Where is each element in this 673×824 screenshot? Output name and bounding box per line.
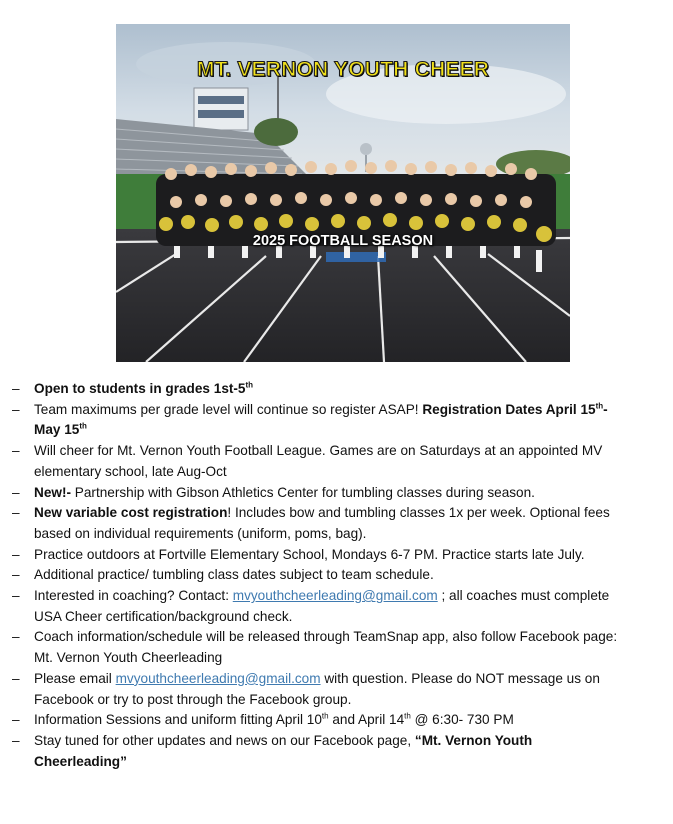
list-dash: – [12, 401, 20, 417]
list-dash: – [12, 670, 20, 686]
info-bullet-list [0, 379, 673, 772]
list-dash: – [12, 588, 20, 604]
list-dash: – [12, 546, 20, 562]
press-box [194, 88, 248, 130]
bullet-additional-practice: – Additional practice/ tumbling class dates subject to team schedule. [0, 565, 673, 586]
bullet-registration-dates: – Team maximums per grade level will continue so register ASAP! Registration Dates April 15th- May 15th [12, 401, 608, 438]
bullet-partnership: – New!- Partnership with Gibson Athletics Center for tumbling classes during season. [0, 483, 673, 504]
list-dash: – [12, 505, 20, 521]
list-dash: – [12, 484, 20, 500]
list-dash: – [12, 712, 20, 728]
hero-title: MT. VERNON YOUTH CHEER [196, 58, 490, 81]
bullet-practice: – Practice outdoors at Fortville Elementary School, Mondays 6-7 PM. Practice starts late July. [0, 545, 673, 566]
list-dash: – [12, 629, 20, 645]
bullet-email-questions: – Please email mvyouthcheerleading@gmail.com with question. Please do NOT message us on Facebook or try to post through the Facebook group. [12, 670, 600, 707]
bullet-teamsnap: – Coach information/schedule will be released through TeamSnap app, also follow Facebook page: Mt. Vernon Youth Cheerleading [12, 629, 618, 666]
hero-subtitle: 2025 FOOTBALL SEASON [252, 233, 434, 249]
bullet-grades: – Open to students in grades 1st-5th [0, 379, 673, 400]
coaching-email-link[interactable]: mvyouthcheerleading@gmail.com [232, 588, 438, 604]
bullet-cost-registration: – New variable cost registration! Includes bow and tumbling classes 1x per week. Optional fees based on individual requirements (uniform, poms, bag). [12, 505, 610, 541]
bullet-coaching: – Interested in coaching? Contact: mvyouthcheerleading@gmail.com ; all coaches must complete USA Cheer certification/background check. [12, 588, 610, 624]
hero-photo [116, 24, 570, 362]
bullet-info-sessions: – Information Sessions and uniform fitting April 10th and April 14th @ 6:30- 730 PM [0, 710, 673, 731]
list-dash: – [12, 732, 20, 748]
questions-email-link[interactable]: mvyouthcheerleading@gmail.com [115, 670, 321, 686]
list-dash: – [12, 567, 20, 583]
bullet-games: – Will cheer for Mt. Vernon Youth Football League. Games are on Saturdays at an appointed MV elementary school, late Aug-Oct [12, 443, 603, 479]
list-dash: – [12, 381, 20, 396]
bullet-facebook-updates: – Stay tuned for other updates and news on our Facebook page, “Mt. Vernon Youth Cheerleading” [12, 732, 533, 769]
list-dash: – [12, 443, 20, 459]
